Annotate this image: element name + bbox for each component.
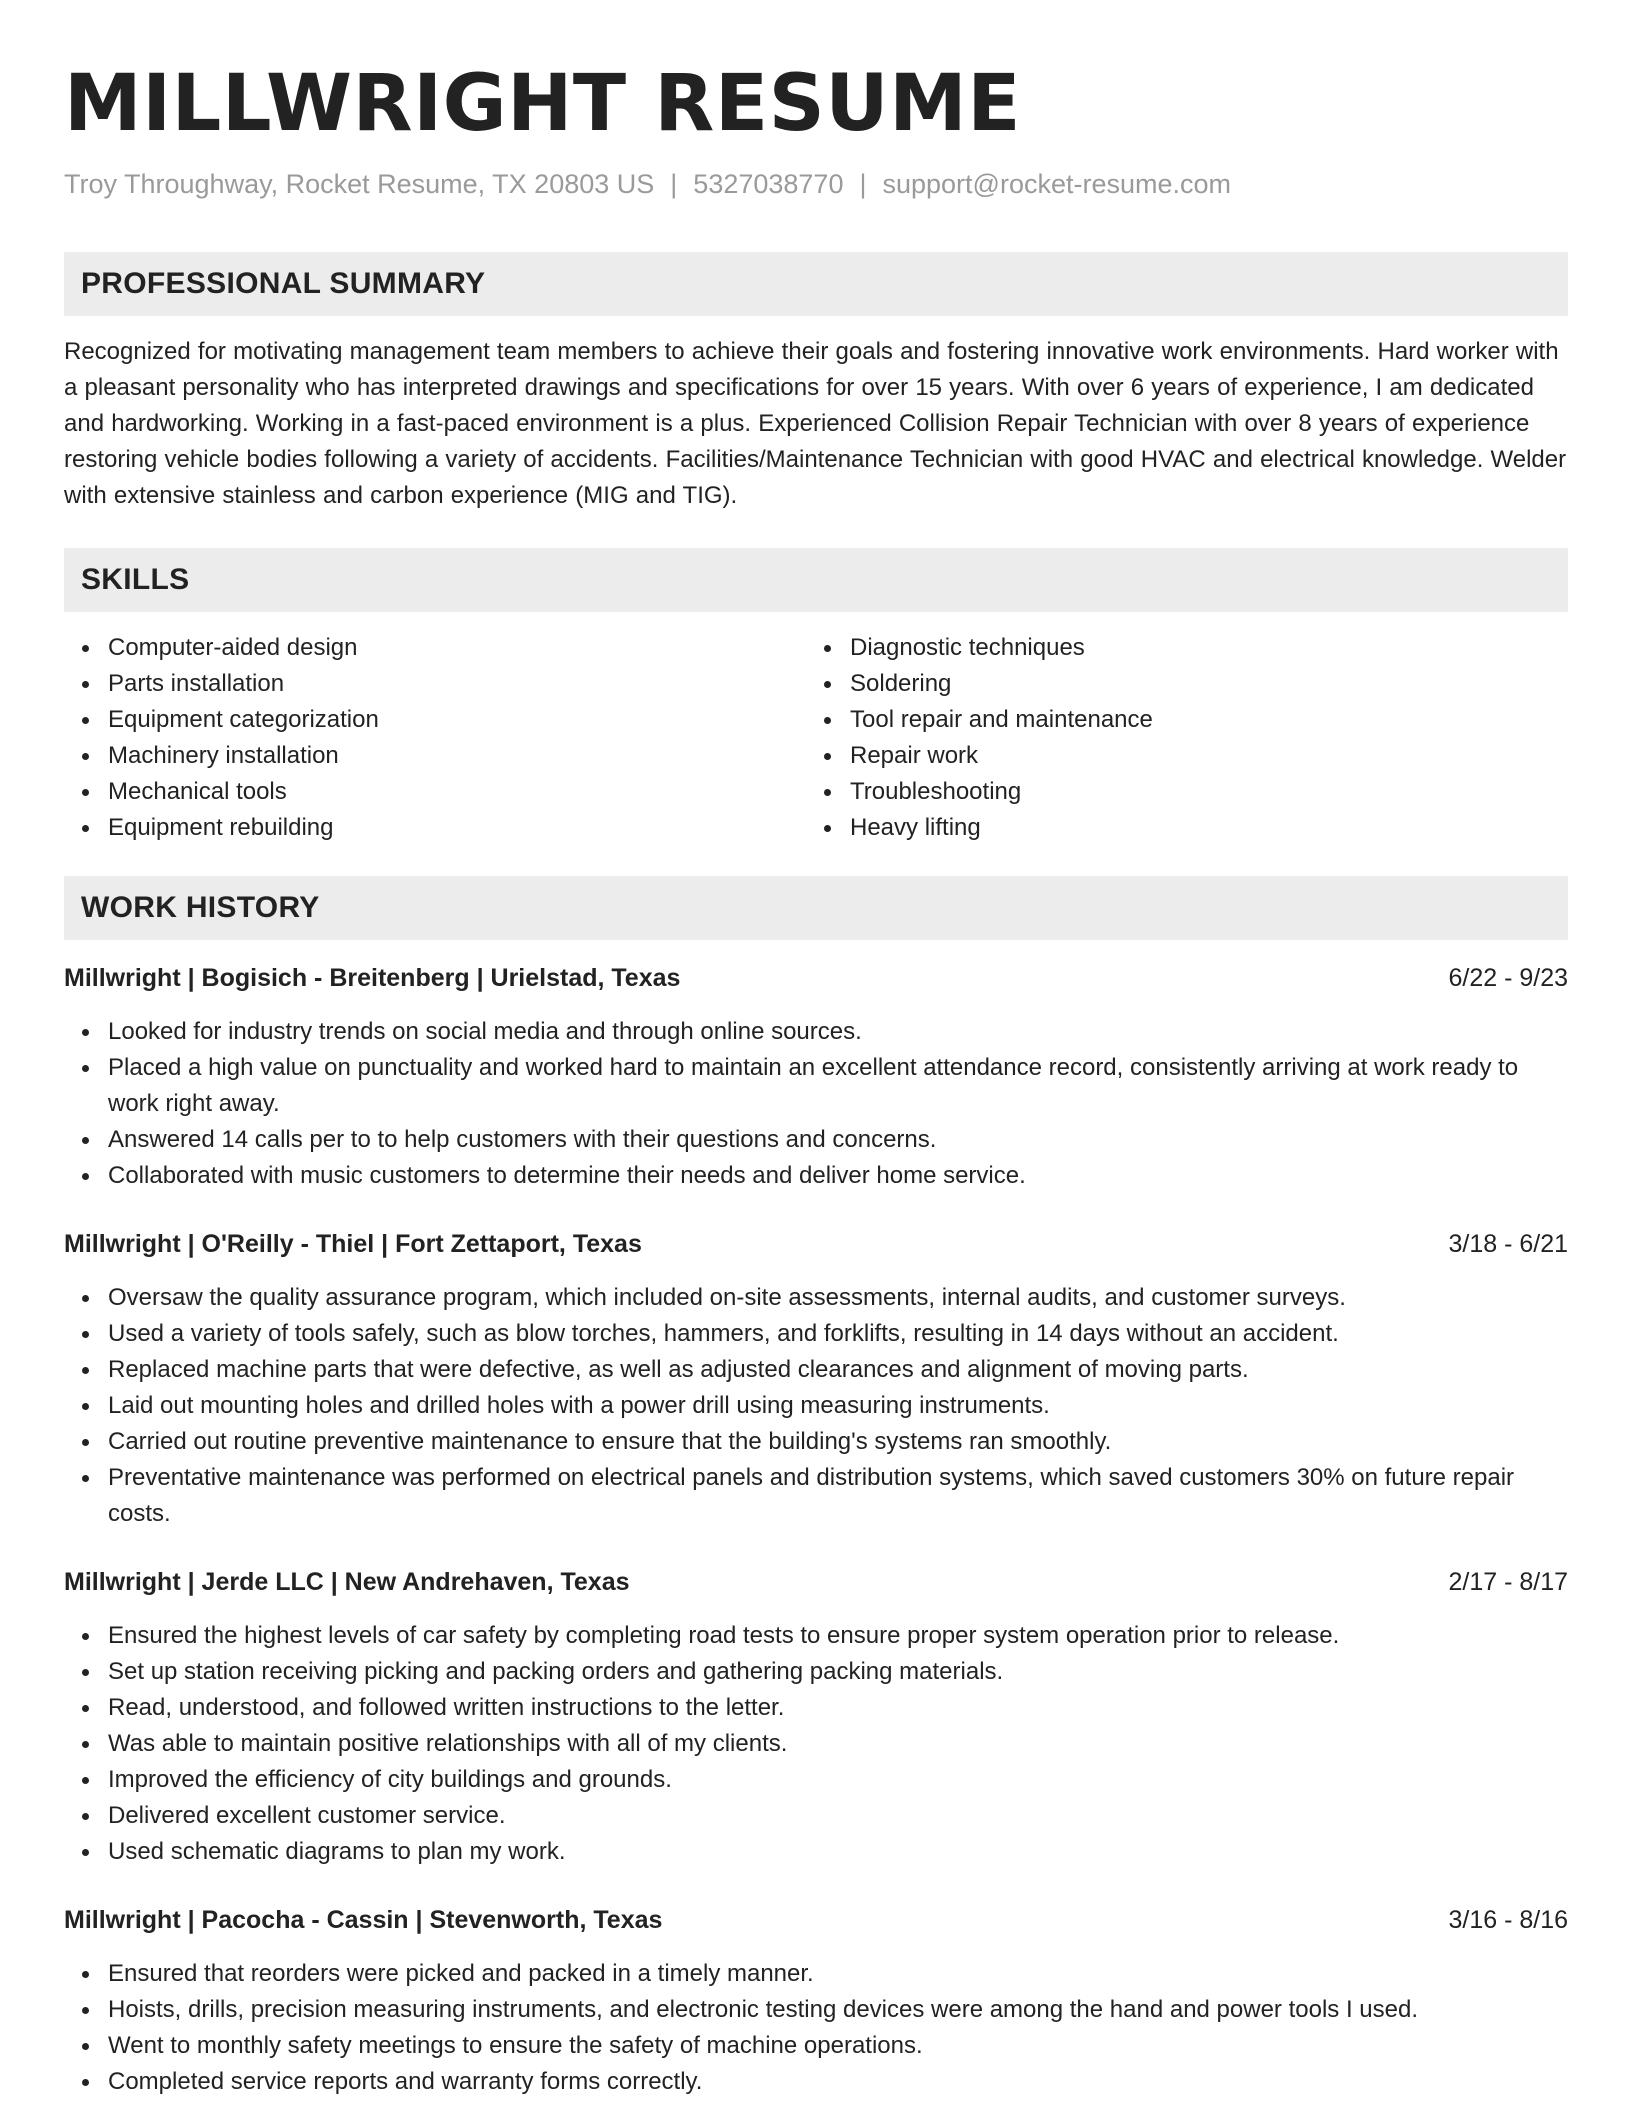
skill-item: Equipment rebuilding [64,810,806,846]
job-duty: Used schematic diagrams to plan my work. [64,1834,1568,1870]
skill-item: Heavy lifting [806,810,1548,846]
contact-address: Troy Throughway, Rocket Resume, TX 20803 US [64,169,655,199]
job-duty: Answered 14 calls per to to help customers with their questions and concerns. [64,1122,1568,1158]
job-entry [64,1564,1568,1870]
job-duty: Used a variety of tools safely, such as blow torches, hammers, and forklifts, resulting in 14 days without an accident. [64,1316,1568,1352]
job-entry [64,1226,1568,1532]
job-duty: Laid out mounting holes and drilled holes with a power drill using measuring instruments. [64,1388,1568,1424]
job-dates: 3/16 - 8/16 [1448,1906,1568,1934]
skill-item: Machinery installation [64,738,806,774]
skill-item: Soldering [806,666,1548,702]
contact-phone: 5327038770 [693,169,844,199]
job-duty: Collaborated with music customers to determine their needs and deliver home service. [64,1158,1568,1194]
job-dates: 6/22 - 9/23 [1448,964,1568,992]
summary-text: Recognized for motivating management team members to achieve their goals and fostering innovative work environments. Hard worker with a pleasant personality who has interpreted drawings and specifications for over 15 years. With over 6 years of experience, I am dedicated and hardworking. Working in a fast-paced environment is a plus. Experienced Collision Repair Technician with over 8 years of experience restoring vehicle bodies following a variety of accidents. Facilities/Maintenance Technician with good HVAC and electrical knowledge. Welder with extensive stainless and carbon experience (MIG and TIG). [64,338,1567,509]
job-duty: Completed service reports and warranty forms correctly. [64,2064,1568,2100]
job-duties [64,1280,1568,1532]
job-title: Millwright | Bogisich - Breitenberg | Urielstad, Texas [64,964,681,992]
job-title: Millwright | O'Reilly - Thiel | Fort Zettaport, Texas [64,1230,642,1258]
job-duty: Replaced machine parts that were defective, as well as adjusted clearances and alignment of moving parts. [64,1352,1568,1388]
job-duties [64,1618,1568,1870]
job-title: Millwright | Jerde LLC | New Andrehaven, Texas [64,1568,630,1596]
job-duty: Delivered excellent customer service. [64,1798,1568,1834]
job-duty: Preventative maintenance was performed on electrical panels and distribution systems, which saved customers 30% on future repair costs. [64,1460,1568,1532]
skill-item: Repair work [806,738,1548,774]
job-title: Millwright | Pacocha - Cassin | Stevenworth, Texas [64,1906,663,1934]
job-duties [64,1956,1568,2100]
skills-heading: SKILLS [64,548,1568,612]
job-duty: Ensured the highest levels of car safety by completing road tests to ensure proper system operation prior to release. [64,1618,1568,1654]
job-dates: 3/18 - 6/21 [1448,1230,1568,1258]
job-duty: Ensured that reorders were picked and packed in a timely manner. [64,1956,1568,1992]
skill-item: Diagnostic techniques [806,630,1548,666]
job-header [64,960,1568,996]
job-header [64,1564,1568,1600]
skill-item: Tool repair and maintenance [806,702,1548,738]
job-duty: Hoists, drills, precision measuring instruments, and electronic testing devices were among the hand and power tools I used. [64,1992,1568,2028]
job-duty: Carried out routine preventive maintenance to ensure that the building's systems ran smoothly. [64,1424,1568,1460]
job-dates: 2/17 - 8/17 [1448,1568,1568,1596]
contact-line [64,166,1568,202]
job-header [64,1226,1568,1262]
job-duty: Was able to maintain positive relationships with all of my clients. [64,1726,1568,1762]
skill-item: Troubleshooting [806,774,1548,810]
skill-item: Mechanical tools [64,774,806,810]
contact-separator: | [670,169,678,199]
job-duty: Looked for industry trends on social media and through online sources. [64,1014,1568,1050]
job-entry [64,960,1568,1194]
contact-email: support@rocket-resume.com [882,169,1232,199]
skills-columns [64,630,1568,846]
skill-item: Equipment categorization [64,702,806,738]
skill-item: Parts installation [64,666,806,702]
job-duty: Placed a high value on punctuality and worked hard to maintain an excellent attendance record, consistently arriving at work ready to work right away. [64,1050,1568,1122]
contact-separator: | [859,169,867,199]
job-duties [64,1014,1568,1194]
skill-item: Computer-aided design [64,630,806,666]
skills-list-right [806,630,1548,846]
job-duty: Went to monthly safety meetings to ensure the safety of machine operations. [64,2028,1568,2064]
summary-heading: PROFESSIONAL SUMMARY [64,252,1568,316]
job-duty: Oversaw the quality assurance program, which included on-site assessments, internal audits, and customer surveys. [64,1280,1568,1316]
resume-title: MILLWRIGHT RESUME [64,59,1022,149]
job-duty: Set up station receiving picking and packing orders and gathering packing materials. [64,1654,1568,1690]
job-duty: Improved the efficiency of city buildings and grounds. [64,1762,1568,1798]
work-history-heading: WORK HISTORY [64,876,1568,940]
job-entry [64,1902,1568,2100]
job-duty: Read, understood, and followed written instructions to the letter. [64,1690,1568,1726]
skills-list-left [64,630,806,846]
job-header [64,1902,1568,1938]
